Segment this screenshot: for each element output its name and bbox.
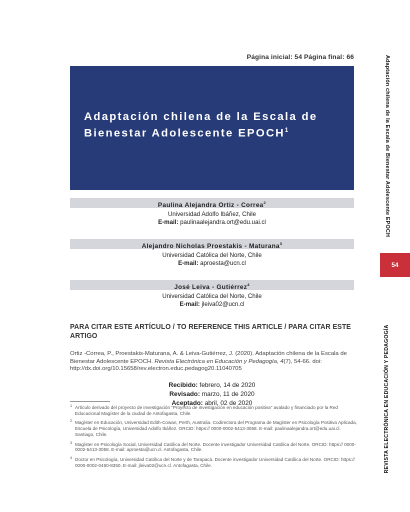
- page-number-badge: 54: [380, 253, 410, 277]
- revised-date: Revisado: marzo, 11 de 2020: [169, 390, 255, 398]
- author-email: E-mail: aproesta@ucn.cl: [178, 260, 246, 267]
- footnote-divider: [70, 401, 110, 402]
- author-note-mark: 3: [279, 241, 283, 246]
- footnotes: [70, 405, 360, 472]
- author-note-mark: 4: [247, 282, 250, 287]
- title-block: [70, 66, 354, 190]
- author-affiliation: Universidad Católica del Norte, Chile: [162, 252, 262, 259]
- author-email: E-mail: paulinaalejandra.ort@edu.uai.cl: [158, 219, 266, 226]
- citation-journal: Revista Electrónica en Educación y Pedagogía, 4: [154, 358, 284, 365]
- received-date: Recibido: febrero, 14 de 2020: [168, 382, 256, 389]
- author-email-link[interactable]: aproesta@ucn.cl: [200, 260, 246, 267]
- author-block: [70, 198, 354, 227]
- citation-text: Ortiz -Correa, P., Proestakis-Maturana, A. & Leiva-Gutiérrez, J. (2020). Adaptación chilena de la Escala de Bienestar Adolescente EPOCH. Revista Electrónica en Educación y Pedagogía, 4(7), 54-66. doi: http://dx.doi.org/10.15658/rev.electron.educ.pedagog20.11040705: [70, 351, 347, 373]
- author-note-mark: 2: [263, 200, 267, 205]
- running-title: Adaptación chilena de la Escala de Bienestar Adolescente EPOCH: [384, 54, 390, 238]
- author-block: [70, 280, 354, 309]
- author-block: [70, 239, 354, 268]
- journal-name-sidebar: [380, 288, 394, 510]
- author-email: E-mail: jleiva02@ucn.cl: [179, 301, 245, 308]
- footnote: 3 Magíster en Psicología Social, Universidad Católica del Norte. Docente investigador Universidad Católica del Norte. ORCID: https:// 0000-0002-5413-3058. E-mail: aproesta@ucn.cl. Antofagasta, Chile.: [70, 440, 356, 453]
- footnote: 4 Doctor en Psicología, Universidad Católica del Norte y de Tarapacá. Docente investigador Universidad Católica del Norte. ORCID: https:// 0000-0002-0460-8350. E-mail: jleiva02@ucn.cl. Antofagasta, Chile.: [70, 455, 355, 468]
- title-note-mark: 1: [284, 127, 290, 134]
- author-name: Paulina Alejandra Ortiz - Correa$^2$: [70, 198, 354, 208]
- author-affiliation: Universidad Católica del Norte, Chile: [162, 293, 262, 300]
- citation-heading: PARA CITAR ESTE ARTÍCULO / TO REFERENCE THIS ARTICLE / PARA CITAR ESTE ARTIGO: [70, 324, 351, 340]
- accepted-date: Aceptado: abril, 02 de 2020: [171, 399, 253, 407]
- article-title: Adaptación chilena de la Escala de Bienestar Adolescente EPOCH$^1$: [84, 111, 318, 140]
- page-range: Página inicial: 54 Página final: 66: [246, 54, 354, 61]
- journal-name: REVISTA ELECTRÓNICA EN EDUCACIÓN Y PEDAGOGÍA: [384, 324, 390, 474]
- running-title-sidebar: [380, 40, 394, 252]
- author-email-link[interactable]: jleiva02@ucn.cl: [201, 301, 245, 308]
- footnote: 2 Magíster en Educación, Universidad Edith-Cowan, Perth, Australia. Codirectora del Programa de Magíster en Psicología Positiva Aplicada, Escuela de Psicología, Universidad Adolfo Ibáñez. ORCID: https:// 0000-0002-5413-3058. E-mail: paulinaalejandra.ort@edu.uai.cl. Santiago, Chile.: [70, 419, 357, 437]
- author-affiliation: Universidad Adolfo Ibáñez, Chile: [167, 211, 257, 218]
- author-name: Alejandro Nicholas Proestakis - Maturana$^3$: [70, 239, 354, 249]
- author-email-link[interactable]: paulinaalejandra.ort@edu.uai.cl: [180, 219, 266, 226]
- author-name: José Leiva - Gutiérrez$^4$: [70, 280, 354, 290]
- footnote: 1 Artículo derivado del proyecto de investigación "Proyecto de investigación en educación positiva" avalado y financiado por la Red Educacional Magíster de la ciudad de Antofagasta, Chile.: [70, 404, 338, 416]
